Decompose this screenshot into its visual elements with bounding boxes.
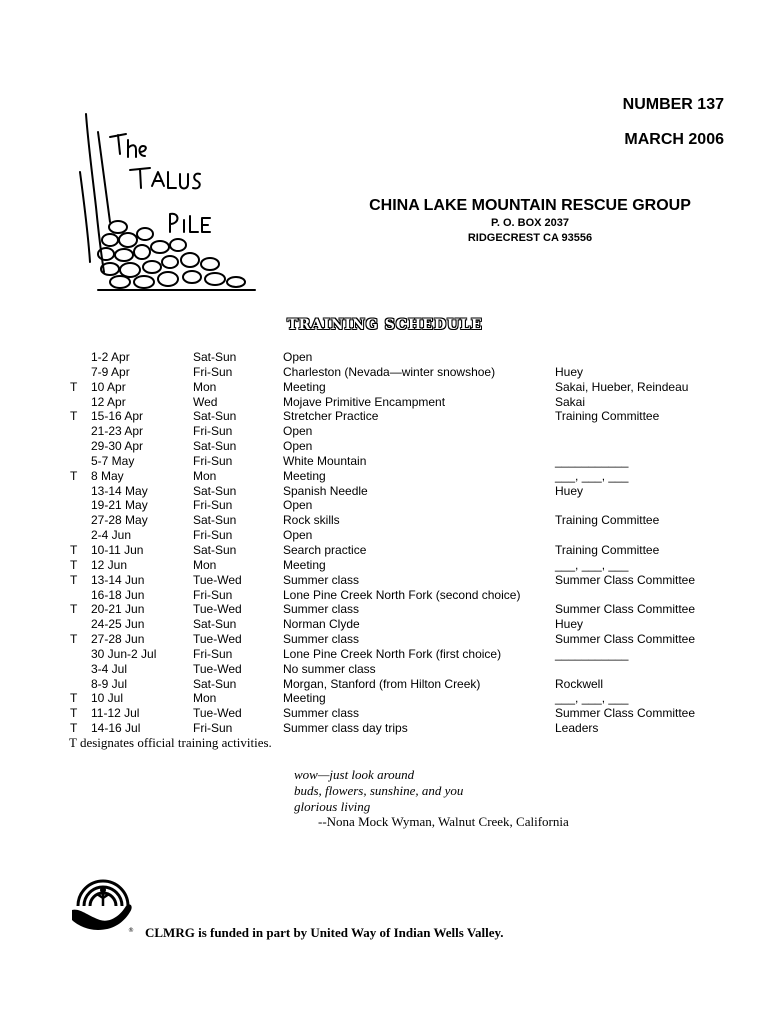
schedule-row — [0, 395, 770, 410]
row-leader: Sakai — [555, 394, 586, 409]
schedule-row — [0, 409, 770, 424]
org-name: CHINA LAKE MOUNTAIN RESCUE GROUP — [369, 197, 691, 214]
issue-number: NUMBER 137 — [622, 96, 724, 113]
row-date: 24-25 Jun — [91, 617, 145, 632]
row-event: White Mountain — [283, 453, 367, 468]
schedule-row — [0, 602, 770, 617]
row-leader: ___________ — [555, 453, 629, 468]
row-leader: Sakai, Hueber, Reindeau — [555, 379, 689, 394]
row-event: Meeting — [283, 379, 326, 394]
row-day: Mon — [193, 557, 217, 572]
row-day: Sat-Sun — [193, 483, 237, 498]
row-day: Mon — [193, 468, 217, 483]
row-event: Summer class — [283, 572, 360, 587]
row-leader: ___________ — [555, 646, 629, 661]
row-leader: Leaders — [555, 721, 599, 736]
row-day: Sat-Sun — [193, 676, 237, 691]
schedule-row — [0, 498, 770, 513]
row-date: 16-18 Jun — [91, 587, 145, 602]
row-date: 8 May — [91, 468, 124, 483]
row-day: Mon — [193, 691, 217, 706]
quote-line-1: wow—just look around — [294, 767, 415, 782]
row-date: 10 Apr — [91, 379, 126, 394]
row-date: 11-12 Jul — [91, 706, 140, 721]
row-day: Mon — [193, 379, 217, 394]
schedule-row — [0, 528, 770, 543]
row-event: Meeting — [283, 557, 326, 572]
row-event: Stretcher Practice — [283, 409, 379, 424]
quote-attribution: --Nona Mock Wyman, Walnut Creek, California — [318, 814, 569, 829]
svg-text:®: ® — [128, 927, 134, 934]
row-day: Tue-Wed — [193, 632, 242, 647]
row-day: Fri-Sun — [193, 364, 233, 379]
row-event: Meeting — [283, 468, 326, 483]
row-leader: ___, ___, ___ — [555, 557, 629, 572]
row-day: Sat-Sun — [193, 350, 237, 364]
row-event: Open — [283, 439, 313, 454]
row-leader: Summer Class Committee — [555, 632, 696, 647]
row-event: Meeting — [283, 691, 326, 706]
training-flag: T — [70, 542, 78, 557]
row-leader: Huey — [555, 617, 584, 632]
row-event: Lone Pine Creek North Fork (first choice) — [283, 646, 502, 661]
training-flag: T — [70, 602, 78, 617]
row-date: 15-16 Apr — [91, 409, 144, 424]
schedule-row — [0, 677, 770, 692]
training-flag: T — [70, 557, 78, 572]
row-date: 19-21 May — [91, 498, 148, 513]
row-leader: Rockwell — [555, 676, 604, 691]
row-day: Sat-Sun — [193, 513, 237, 528]
training-flag: T — [70, 691, 78, 706]
schedule-row — [0, 424, 770, 439]
quote-line-3: glorious living — [294, 799, 371, 814]
row-day: Tue-Wed — [193, 706, 242, 721]
row-event: Lone Pine Creek North Fork (second choice) — [283, 587, 521, 602]
org-city: RIDGECREST CA 93556 — [467, 232, 593, 244]
row-date: 29-30 Apr — [91, 439, 144, 454]
issue-date: MARCH 2006 — [624, 131, 724, 148]
row-event: Mojave Primitive Encampment — [283, 394, 446, 409]
row-leader: Huey — [555, 483, 584, 498]
row-event: Spanish Needle — [283, 483, 368, 498]
row-day: Fri-Sun — [193, 453, 233, 468]
schedule-row — [0, 558, 770, 573]
row-leader: Summer Class Committee — [555, 572, 696, 587]
training-flag: T — [70, 409, 78, 424]
schedule-row — [0, 350, 770, 365]
row-day: Wed — [193, 394, 218, 409]
schedule-row — [0, 454, 770, 469]
row-event: Summer class day trips — [283, 721, 408, 736]
row-leader: ___, ___, ___ — [555, 468, 629, 483]
row-date: 27-28 Jun — [91, 632, 145, 647]
row-day: Fri-Sun — [193, 646, 233, 661]
funding-statement: CLMRG is funded in part by United Way of Indian Wells Valley. — [145, 925, 504, 940]
row-event: No summer class — [283, 661, 376, 676]
row-event: Morgan, Stanford (from Hilton Creek) — [283, 676, 481, 691]
united-way-hand-icon — [70, 868, 136, 934]
schedule-row — [0, 513, 770, 528]
row-day: Sat-Sun — [193, 617, 237, 632]
org-po-box: P. O. BOX 2037 — [490, 217, 570, 229]
row-date: 21-23 Apr — [91, 424, 144, 439]
schedule-table — [0, 350, 770, 736]
row-event: Norman Clyde — [283, 617, 360, 632]
row-event: Summer class — [283, 632, 360, 647]
row-day: Fri-Sun — [193, 528, 233, 543]
row-event: Open — [283, 350, 313, 364]
schedule-row — [0, 543, 770, 558]
row-event: Summer class — [283, 602, 360, 617]
training-flag: T — [70, 572, 78, 587]
row-day: Fri-Sun — [193, 587, 233, 602]
schedule-row — [0, 484, 770, 499]
row-event: Summer class — [283, 706, 360, 721]
row-leader: Summer Class Committee — [555, 602, 696, 617]
row-day: Sat-Sun — [193, 542, 237, 557]
row-leader: Summer Class Committee — [555, 706, 696, 721]
schedule-row — [0, 469, 770, 484]
training-flag: T — [70, 468, 78, 483]
row-event: Search practice — [283, 542, 367, 557]
schedule-row — [0, 617, 770, 632]
schedule-title: TRAINING SCHEDULE — [287, 317, 483, 333]
row-date: 10 Jul — [91, 691, 124, 706]
row-date: 10-11 Jun — [91, 542, 144, 557]
row-date: 1-2 Apr — [91, 350, 130, 364]
row-day: Tue-Wed — [193, 602, 242, 617]
row-leader: Huey — [555, 364, 584, 379]
training-flag: T — [70, 721, 78, 736]
row-date: 3-4 Jul — [91, 661, 128, 676]
schedule-row — [0, 662, 770, 677]
quote-line-2: buds, flowers, sunshine, and you — [294, 783, 464, 798]
row-date: 14-16 Jul — [91, 721, 141, 736]
row-date: 2-4 Jun — [91, 528, 132, 543]
schedule-row — [0, 380, 770, 395]
row-leader: ___, ___, ___ — [555, 691, 629, 706]
row-date: 13-14 May — [91, 483, 148, 498]
row-event: Open — [283, 498, 313, 513]
row-date: 27-28 May — [91, 513, 148, 528]
schedule-row — [0, 439, 770, 454]
row-day: Sat-Sun — [193, 409, 237, 424]
schedule-row — [0, 721, 770, 736]
row-leader: Training Committee — [555, 542, 660, 557]
schedule-row — [0, 706, 770, 721]
row-event: Open — [283, 528, 313, 543]
schedule-row — [0, 588, 770, 603]
row-date: 20-21 Jun — [91, 602, 145, 617]
schedule-legend: T designates official training activities. — [69, 735, 272, 750]
row-day: Tue-Wed — [193, 661, 242, 676]
schedule-row — [0, 647, 770, 662]
row-day: Sat-Sun — [193, 439, 237, 454]
row-day: Fri-Sun — [193, 498, 233, 513]
training-flag: T — [70, 632, 78, 647]
row-date: 12 Jun — [91, 557, 128, 572]
row-date: 8-9 Jul — [91, 676, 128, 691]
row-event: Charleston (Nevada—winter snowshoe) — [283, 364, 496, 379]
training-flag: T — [70, 379, 78, 394]
row-leader: Training Committee — [555, 409, 660, 424]
row-leader: Training Committee — [555, 513, 660, 528]
row-event: Open — [283, 424, 313, 439]
row-date: 13-14 Jun — [91, 572, 145, 587]
row-day: Fri-Sun — [193, 721, 233, 736]
schedule-row — [0, 632, 770, 647]
row-date: 30 Jun-2 Jul — [91, 646, 157, 661]
talus-pile-logo — [70, 112, 265, 297]
row-event: Rock skills — [283, 513, 340, 528]
schedule-row — [0, 691, 770, 706]
row-day: Fri-Sun — [193, 424, 233, 439]
row-date: 12 Apr — [91, 394, 126, 409]
row-date: 5-7 May — [91, 453, 135, 468]
training-flag: T — [70, 706, 78, 721]
row-day: Tue-Wed — [193, 572, 242, 587]
schedule-row — [0, 573, 770, 588]
row-date: 7-9 Apr — [91, 364, 130, 379]
schedule-row — [0, 365, 770, 380]
